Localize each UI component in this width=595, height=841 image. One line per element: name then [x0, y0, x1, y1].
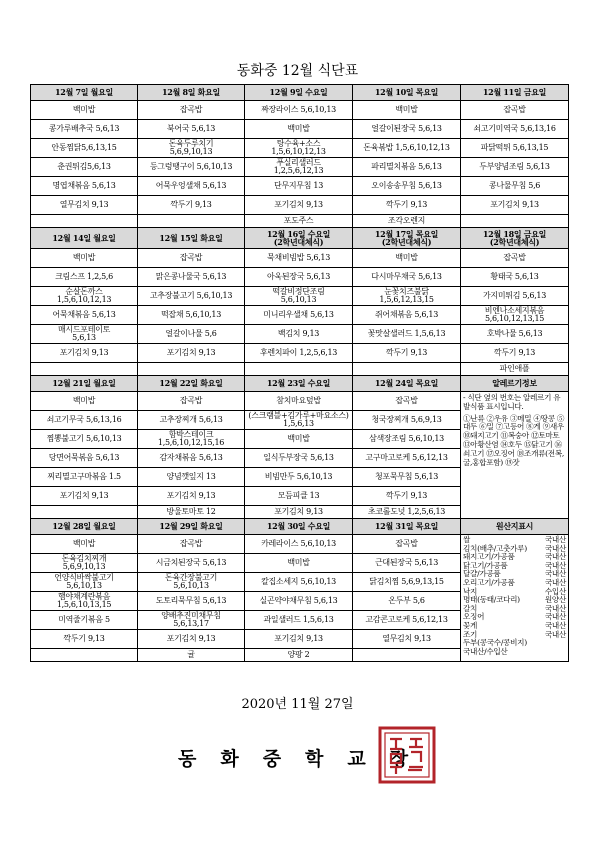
menu-item: 삼색장조림 5,6,10,13	[353, 430, 461, 449]
origin-food: 두부(콩국수/콩비지)	[463, 638, 527, 648]
menu-item	[353, 363, 461, 376]
menu-item: 찜뽕불고기 5,6,10,13	[31, 430, 138, 449]
menu-item: 백미밥	[31, 101, 138, 120]
menu-item: 카레라이스 5,6,10,13	[245, 535, 353, 554]
menu-item: 쇠고기무국 5,6,13,16	[31, 411, 138, 430]
origin-country: 수입산	[544, 586, 566, 596]
menu-item	[138, 363, 245, 376]
origin-food: 달걀/가공품	[463, 569, 501, 579]
menu-item: 백미밥	[31, 535, 138, 554]
day-header: 12월 15일 화요일	[138, 228, 245, 249]
menu-item: 다시마무채국 5,6,13	[353, 268, 461, 287]
menu-item: 파인애플	[461, 363, 569, 376]
menu-item: 탕수육+소스 1,5,6,10,12,13	[245, 139, 353, 158]
menu-item: 아욱된장국 5,6,13	[245, 268, 353, 287]
menu-item: 후렌치파이 1,2,5,6,13	[245, 344, 353, 363]
menu-item: 조각오렌지	[353, 215, 461, 228]
origin-country: 국내산	[544, 577, 566, 587]
menu-item: 순살돈까스 1,5,6,10,12,13	[31, 287, 138, 306]
origin-header: 원산지표시	[461, 519, 569, 535]
menu-item: 고추장찌개 5,6,13	[138, 411, 245, 430]
menu-item	[353, 649, 461, 662]
menu-item: 미니리우샐채 5,6,13	[245, 306, 353, 325]
menu-item	[31, 506, 138, 519]
menu-item: 햄야채계란볶음 1,5,6,10,13,15	[31, 592, 138, 611]
menu-item: 얼갈이나물 5,6	[138, 325, 245, 344]
menu-item: 황태국 5,6,13	[461, 268, 569, 287]
menu-item: 방울토마토 12	[138, 506, 245, 519]
menu-item: 매시드포테이토 5,6,13	[31, 325, 138, 344]
menu-item: 북어국 5,6,13	[138, 120, 245, 139]
day-header: 12월 22일 화요일	[138, 376, 245, 392]
menu-item: 청포묵무침 5,6,13	[353, 468, 461, 487]
menu-row	[31, 535, 569, 554]
day-header: 12월 14일 월요일	[31, 228, 138, 249]
menu-item: 찌리멸고구마볶음 1.5	[31, 468, 138, 487]
day-header: 12월 18일 금요일 (2학년대체식)	[461, 228, 569, 249]
day-header: 12월 21일 월요일	[31, 376, 138, 392]
origin-food: 꽃게	[463, 620, 478, 630]
menu-item	[31, 649, 138, 662]
menu-item: 호박나물 5,6,13	[461, 325, 569, 344]
menu-item: 잡곡밥	[138, 249, 245, 268]
menu-item: 얼갈이된장국 5,6,13	[353, 120, 461, 139]
day-header: 12월 7일 월요일	[31, 85, 138, 101]
menu-item: 양념깻잎지 13	[138, 468, 245, 487]
menu-item: 고구마고로케 5,6,12,13	[353, 449, 461, 468]
menu-item	[245, 363, 353, 376]
day-header: 12월 11일 금요일	[461, 85, 569, 101]
origin-food: 조기	[463, 629, 478, 639]
menu-item	[31, 363, 138, 376]
menu-row	[31, 287, 569, 306]
origin-food: 명태(동태/코다리)	[463, 595, 520, 605]
page-title: 동화중 12월 식단표	[236, 63, 359, 79]
menu-item: 열무김치 9,13	[31, 196, 138, 215]
menu-item: 맑은콩나물국 5,6,13	[138, 268, 245, 287]
menu-item: 양배추진미채무침 5,6,13,17	[138, 611, 245, 630]
menu-item: 잡곡밥	[353, 392, 461, 411]
menu-item: 떡잡채 5,6,10,13	[138, 306, 245, 325]
menu-row	[31, 120, 569, 139]
menu-item: 크림스프 1,2,5,6	[31, 268, 138, 287]
origin-row	[463, 648, 566, 657]
menu-item: 초코롤도넛 1,2,5,6,13	[353, 506, 461, 519]
menu-item: 포기김치 9,13	[138, 487, 245, 506]
origin-country: 국내산	[544, 552, 566, 562]
origin-country: 국내산	[544, 535, 566, 544]
week-header-row	[31, 228, 569, 249]
menu-item: 돈육볶밥 1,5,6,10,12,13	[353, 139, 461, 158]
origin-country: 국내산	[544, 612, 566, 622]
day-header: 12월 8일 화요일	[138, 85, 245, 101]
week-header-row	[31, 85, 569, 101]
menu-item: 잡곡밥	[461, 249, 569, 268]
allergen-list: ①난류 ②우유 ③메밀 ④땅콩 ⑤대두 ⑥밀 ⑦고등어 ⑧게 ⑨새우 ⑩돼지고기 ⑪복숭아 ⑫토마토 ⑬아황산염 ⑭호두 ⑮닭고기 ⑯쇠고기 ⑰오징어 ⑱조개류(전복,굴,홍합포함) ⑲잣	[463, 413, 565, 467]
origin-food: 닭고기/가공품	[463, 560, 508, 570]
menu-row	[31, 139, 569, 158]
menu-item: 백미밥	[245, 554, 353, 573]
menu-item: 백미밥	[245, 430, 353, 449]
menu-item: 고추장불고기 5,6,10,13	[138, 287, 245, 306]
menu-item: 양팡 2	[245, 649, 353, 662]
allergy-note: - 식단 옆의 번호는 알레르기 유발식품 표시입니다.	[463, 393, 561, 411]
day-header: 12월 17일 목요일 (2학년대체식)	[353, 228, 461, 249]
origin-country: 국내산	[544, 603, 566, 613]
menu-item: 포기김치 9,13	[138, 344, 245, 363]
menu-item: 참치마요덮밥	[245, 392, 353, 411]
menu-item: 일식두부장국 5,6,13	[245, 449, 353, 468]
menu-row	[31, 196, 569, 215]
week-header-row	[31, 519, 569, 535]
allergy-info-header: 알레르기정보	[461, 376, 569, 392]
menu-item: 포기김치 9,13	[245, 506, 353, 519]
origin-food: 국내산/수입산	[463, 646, 508, 656]
menu-item: 푸실리샐러드 1,2,5,6,12,13	[245, 158, 353, 177]
menu-item: 포기김치 9,13	[461, 196, 569, 215]
menu-item: 등그렁땡구이 5,6,10,13	[138, 158, 245, 177]
origin-country: 국내산	[544, 620, 566, 630]
origin-country: 국내산	[544, 629, 566, 639]
menu-item: 오이송송무침 5,6,13	[353, 177, 461, 196]
menu-item: 파닭떡튀 5,6,13,15	[461, 139, 569, 158]
menu-item: 단무지무침 13	[245, 177, 353, 196]
origin-food: 오징어	[463, 612, 485, 622]
menu-item: 백미밥	[353, 249, 461, 268]
menu-item: 근대된장국 5,6,13	[353, 554, 461, 573]
menu-item: 잡곡밥	[138, 392, 245, 411]
origin-food: 갈치	[463, 603, 478, 613]
menu-item: 백미밥	[245, 120, 353, 139]
menu-item: 잡곡밥	[138, 101, 245, 120]
menu-row	[31, 177, 569, 196]
menu-row	[31, 306, 569, 325]
menu-item: 백미밥	[31, 392, 138, 411]
menu-item: 잡곡밥	[353, 535, 461, 554]
day-header: 12월 9일 수요일	[245, 85, 353, 101]
menu-item: 어묵채볶음 5,6,13	[31, 306, 138, 325]
menu-item: 과일샐러드 1,5,6,13	[245, 611, 353, 630]
menu-item: 포도주스	[245, 215, 353, 228]
origin-country: 국내산	[544, 569, 566, 579]
menu-item: 청국장찌개 5,6,9,13	[353, 411, 461, 430]
origin-country: 원양산	[544, 595, 566, 605]
menu-item: 귤	[138, 649, 245, 662]
menu-item	[461, 215, 569, 228]
menu-row	[31, 268, 569, 287]
menu-row	[31, 344, 569, 363]
menu-item	[138, 215, 245, 228]
menu-row	[31, 158, 569, 177]
menu-item: 춘권튀김5,6,13	[31, 158, 138, 177]
menu-item: 쥐어채볶음 5,6,13	[353, 306, 461, 325]
menu-item: 돈육간장불고기 5,6,10,13	[138, 573, 245, 592]
day-header: 12월 23일 수요일	[245, 376, 353, 392]
menu-item: 눈꽃치즈불닭 1,5,6,12,13,15	[353, 287, 461, 306]
menu-item: 깍두기 9,13	[353, 487, 461, 506]
menu-item: 깍두기 9,13	[353, 196, 461, 215]
menu-item: (스크램블+김가루+마요소스) 1,5,6,13	[245, 411, 353, 430]
day-header: 12월 31일 목요일	[353, 519, 461, 535]
menu-item: 실곤약야채무침 5,6,13	[245, 592, 353, 611]
menu-item: 깍두기 9,13	[461, 344, 569, 363]
menu-item: 콩나물무침 5,6	[461, 177, 569, 196]
origin-food: 쌀	[463, 535, 471, 544]
origin-country: 국내산	[544, 543, 566, 553]
menu-item: 열무김치 9,13	[353, 630, 461, 649]
menu-item: 묵채비빔밥 5,6,13	[245, 249, 353, 268]
menu-row	[31, 363, 569, 376]
menu-item: 모듬피클 13	[245, 487, 353, 506]
menu-item: 쇠고기미역국 5,6,13,16	[461, 120, 569, 139]
origin-info	[461, 535, 569, 662]
day-header: 12월 10일 목요일	[353, 85, 461, 101]
school-seal-stamp	[378, 726, 436, 784]
menu-item: 언양식바싹불고기 5,6,10,13	[31, 573, 138, 592]
menu-row	[31, 249, 569, 268]
day-header: 12월 29일 화요일	[138, 519, 245, 535]
menu-row	[31, 392, 569, 411]
menu-item: 짜장라이스 5,6,10,13	[245, 101, 353, 120]
menu-row	[31, 325, 569, 344]
menu-item: 잡곡밥	[461, 101, 569, 120]
menu-item: 포기김치 9,13	[245, 630, 353, 649]
menu-item: 깍두기 9,13	[31, 630, 138, 649]
menu-item: 시금치된장국 5,6,13	[138, 554, 245, 573]
menu-row	[31, 101, 569, 120]
menu-item: 함박스테이크 1,5,6,10,12,15,16	[138, 430, 245, 449]
day-header: 12월 16일 수요일 (2학년대체식)	[245, 228, 353, 249]
origin-food: 낙지	[463, 586, 478, 596]
menu-item: 도토리묵무침 5,6,13	[138, 592, 245, 611]
school-principal: 동화중학교장	[178, 748, 433, 770]
allergy-info	[461, 392, 569, 519]
day-header: 12월 28일 월요일	[31, 519, 138, 535]
menu-item: 명엽채볶음 5,6,13	[31, 177, 138, 196]
menu-item: 돈육두루치기 5,6,9,10,13	[138, 139, 245, 158]
menu-item: 어묵우엉샐채 5,6,13	[138, 177, 245, 196]
menu-item: 비엔나소세지볶음 5,6,10,12,13,15	[461, 306, 569, 325]
menu-item: 닭김치찜 5,6,9,13,15	[353, 573, 461, 592]
menu-item: 가지미튀김 5,6,13	[461, 287, 569, 306]
menu-item: 당면어묵볶음 5,6,13	[31, 449, 138, 468]
menu-item: 두부양념조림 5,6,13	[461, 158, 569, 177]
menu-row	[31, 215, 569, 228]
menu-item: 감자채볶음 5,6,13	[138, 449, 245, 468]
menu-item: 고감콘고로케 5,6,12,13	[353, 611, 461, 630]
menu-item: 온두부 5,6	[353, 592, 461, 611]
menu-item: 돈육김치찌개 5,6,9,10,13	[31, 554, 138, 573]
menu-item: 백김치 9,13	[245, 325, 353, 344]
menu-item: 안동찜닭5,6,13,15	[31, 139, 138, 158]
menu-item	[31, 215, 138, 228]
origin-country: 국내산	[544, 560, 566, 570]
issue-date: 2020년 11월 27일	[241, 697, 354, 712]
menu-item: 미역줄기볶음 5	[31, 611, 138, 630]
menu-item: 포기김치 9,13	[31, 487, 138, 506]
day-header: 12월 30일 수요일	[245, 519, 353, 535]
day-header: 12월 24일 목요일	[353, 376, 461, 392]
menu-item: 깍두기 9,13	[353, 344, 461, 363]
menu-item: 비빔만두 5,6,10,13	[245, 468, 353, 487]
menu-item: 콩가루배추국 5,6,13	[31, 120, 138, 139]
menu-item: 떡갈비정단조림 5,6,10,13	[245, 287, 353, 306]
menu-item: 깍두기 9,13	[138, 196, 245, 215]
menu-item: 백미밥	[353, 101, 461, 120]
menu-item: 꽃맛살샐러드 1,5,6,13	[353, 325, 461, 344]
origin-food: 돼지고기/가공품	[463, 552, 515, 562]
menu-item: 백미밥	[31, 249, 138, 268]
origin-food: 오리고기/가공품	[463, 577, 515, 587]
menu-item: 포기김치 9,13	[31, 344, 138, 363]
origin-food: 김치(배추/고춧가루)	[463, 543, 527, 553]
menu-item: 칼집소세지 5,6,10,13	[245, 573, 353, 592]
menu-table	[30, 84, 569, 662]
menu-item: 파리멸치볶음 5,6,13	[353, 158, 461, 177]
menu-item: 포기김치 9,13	[138, 630, 245, 649]
week-header-row	[31, 376, 569, 392]
menu-item: 잡곡밥	[138, 535, 245, 554]
menu-item: 포기김치 9,13	[245, 196, 353, 215]
